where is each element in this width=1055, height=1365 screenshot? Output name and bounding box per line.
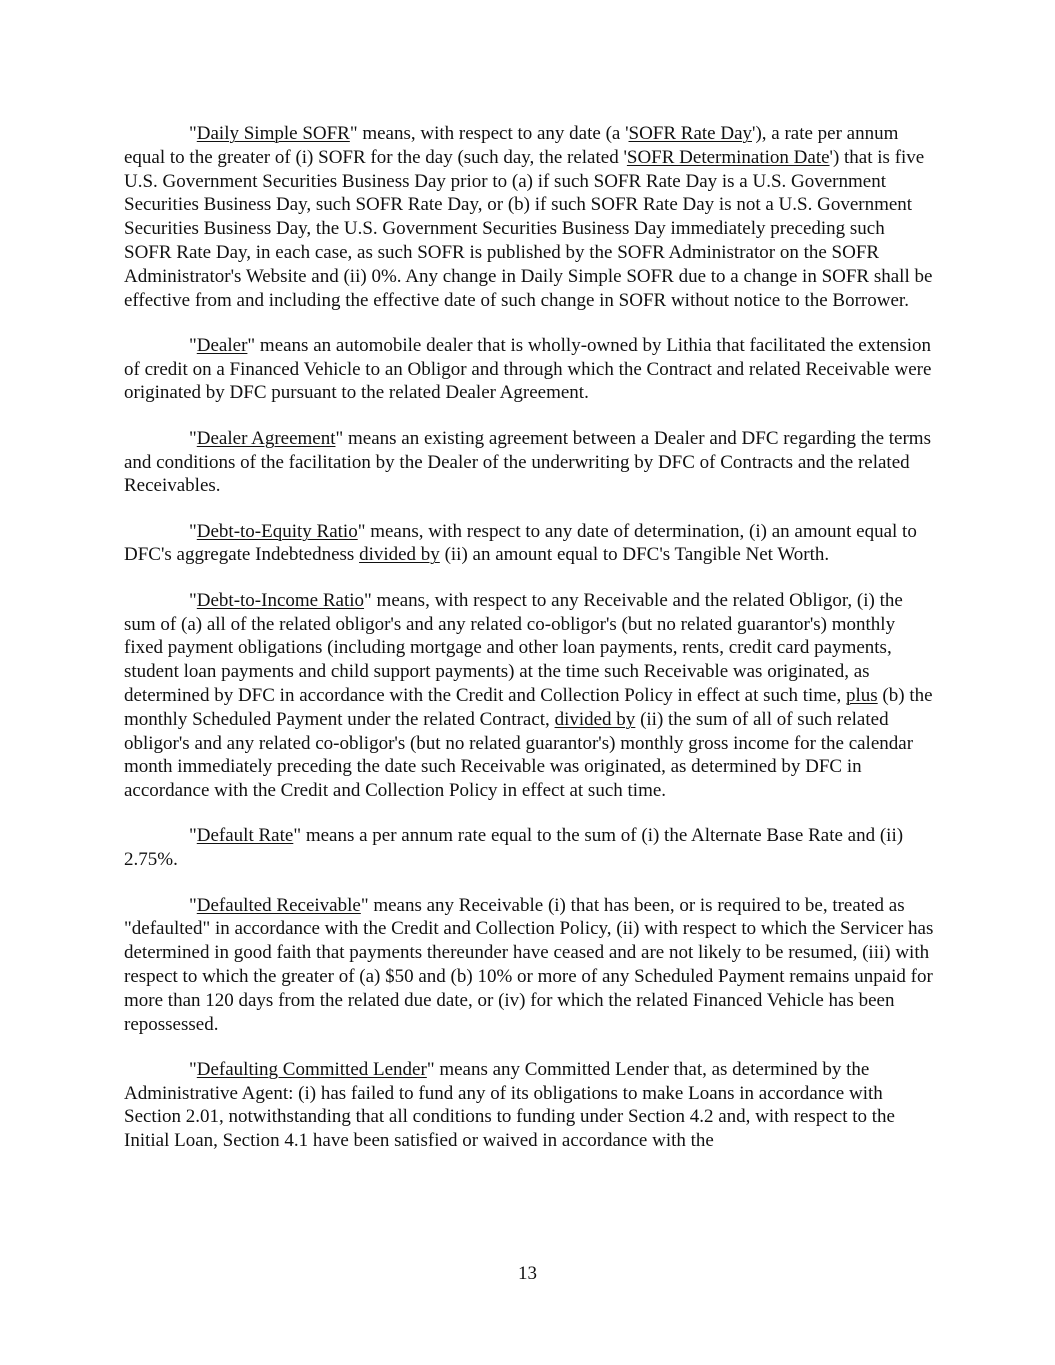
paragraph-text: ": [189, 894, 197, 916]
defined-term: divided by: [359, 544, 440, 566]
paragraph-text: ": [189, 1058, 197, 1080]
paragraph-text: ": [189, 123, 197, 144]
defined-term: Default Rate: [196, 825, 294, 847]
definition-paragraph: [124, 334, 936, 405]
paragraph-text: " means an existing agreement between a Dealer and DFC regarding the terms and conditions of the facilitation by the Dealer of the underwriting by DFC of Contracts and the related Receivables.: [124, 427, 931, 497]
paragraph-text: " means any Committed Lender that, as determined by the Administrative Agent: (i) has failed to fund any of its obligations to make Loans in accordance with Section 2.01, notwithstanding that all conditions to funding under Section 4.2 and, with respect to the Initial Loan, Section 4.1 have been satisfied or waived in accordance with the: [124, 1058, 895, 1152]
paragraph-text: " means any Receivable (i) that has been, or is required to be, treated as "defaulted" in accordance with the Credit and Collection Policy, (ii) with respect to which the Servicer has determined in good faith that payments thereunder have ceased and are not likely to be resumed, (iii) with respect to which the greater of (a) $50 and (b) 10% or more of any Scheduled Payment remains unpaid for more than 120 days from the related due date, or (iv) for which the related Financed Vehicle has been repossessed.: [124, 894, 934, 1035]
definition-paragraph: [124, 589, 936, 803]
defined-term: Defaulting Committed Lender: [196, 1058, 427, 1080]
paragraph-text: ": [189, 589, 197, 611]
defined-term: Debt-to-Equity Ratio: [196, 520, 358, 542]
paragraph-text: (ii) the sum of all of such related obligor's and any related co-obligor's (but no related guarantor's) monthly gross income for the calendar month immediately preceding the date such Receivable was originated, as determined by DFC in accordance with the Credit and Collection Policy in effect at such time.: [124, 708, 914, 802]
definition-paragraph: [124, 520, 936, 568]
paragraph-text: ') that is five U.S. Government Securities Business Day prior to (a) if such SOFR Rate Day is a U.S. Government Securities Business Day, such SOFR Rate Day, or (b) if such SOFR Rate Day is not a U.S. Government Securities Business Day, the U.S. Government Securities Business Day immediately preceding such SOFR Rate Day, in each case, as such SOFR is published by the SOFR Administrator on the SOFR Administrator's Website and (ii) 0%. Any change in Daily Simple SOFR due to a change in SOFR shall be effective from and including the effective date of such change in SOFR without notice to the Borrower.: [124, 146, 933, 311]
definition-paragraph: [124, 122, 936, 312]
paragraph-text: " means, with respect to any date of determination, (i) an amount equal to DFC's aggregate Indebtedness: [124, 520, 917, 566]
defined-term: SOFR Rate Day: [628, 123, 753, 144]
defined-term: Defaulted Receivable: [196, 894, 361, 916]
paragraph-text: ": [189, 825, 197, 847]
paragraph-text: (ii) an amount equal to DFC's Tangible Net Worth.: [439, 544, 830, 566]
definition-paragraph: [124, 1058, 936, 1153]
definition-paragraph: [124, 894, 936, 1037]
paragraph-text: ": [189, 520, 197, 542]
paragraph-text: " means, with respect to any Receivable and the related Obligor, (i) the sum of (a) all of the related obligor's and any related co-obligor's (but no related guarantor's) monthly fixed payment obligations (including mortgage and other loan payments, rents, credit card payments, student loan payments and child support payments) at the time such Receivable was originated, as determined by DFC in accordance with the Credit and Collection Policy in effect at such time,: [124, 589, 903, 706]
defined-term: Dealer Agreement: [196, 427, 336, 449]
defined-term: Debt-to-Income Ratio: [196, 589, 365, 611]
paragraph-text: " means a per annum rate equal to the sum of (i) the Alternate Base Rate and (ii) 2.75%.: [124, 825, 904, 871]
defined-term: Daily Simple SOFR: [196, 123, 350, 144]
paragraph-text: " means, with respect to any date (a ': [349, 123, 629, 144]
defined-term: SOFR Determination Date: [626, 146, 830, 168]
defined-term: Dealer: [196, 334, 248, 356]
defined-term: plus: [845, 684, 878, 706]
paragraph-text: (b) the monthly Scheduled Payment under the related Contract,: [124, 684, 933, 730]
document-body: [124, 122, 936, 1174]
paragraph-text: '), a rate per annum equal to the greater of (i) SOFR for the day (such day, the related ': [124, 123, 899, 168]
paragraph-text: ": [189, 334, 197, 356]
page-number: 13: [518, 1263, 537, 1284]
paragraph-text: ": [189, 427, 197, 449]
paragraph-text: " means an automobile dealer that is wholly-owned by Lithia that facilitated the extension of credit on a Financed Vehicle to an Obligor and through which the Contract and related Receivable were originated by DFC pursuant to the related Dealer Agreement.: [124, 334, 932, 404]
definition-paragraph: [124, 824, 936, 872]
defined-term: divided by: [554, 708, 636, 730]
definition-paragraph: [124, 427, 936, 498]
